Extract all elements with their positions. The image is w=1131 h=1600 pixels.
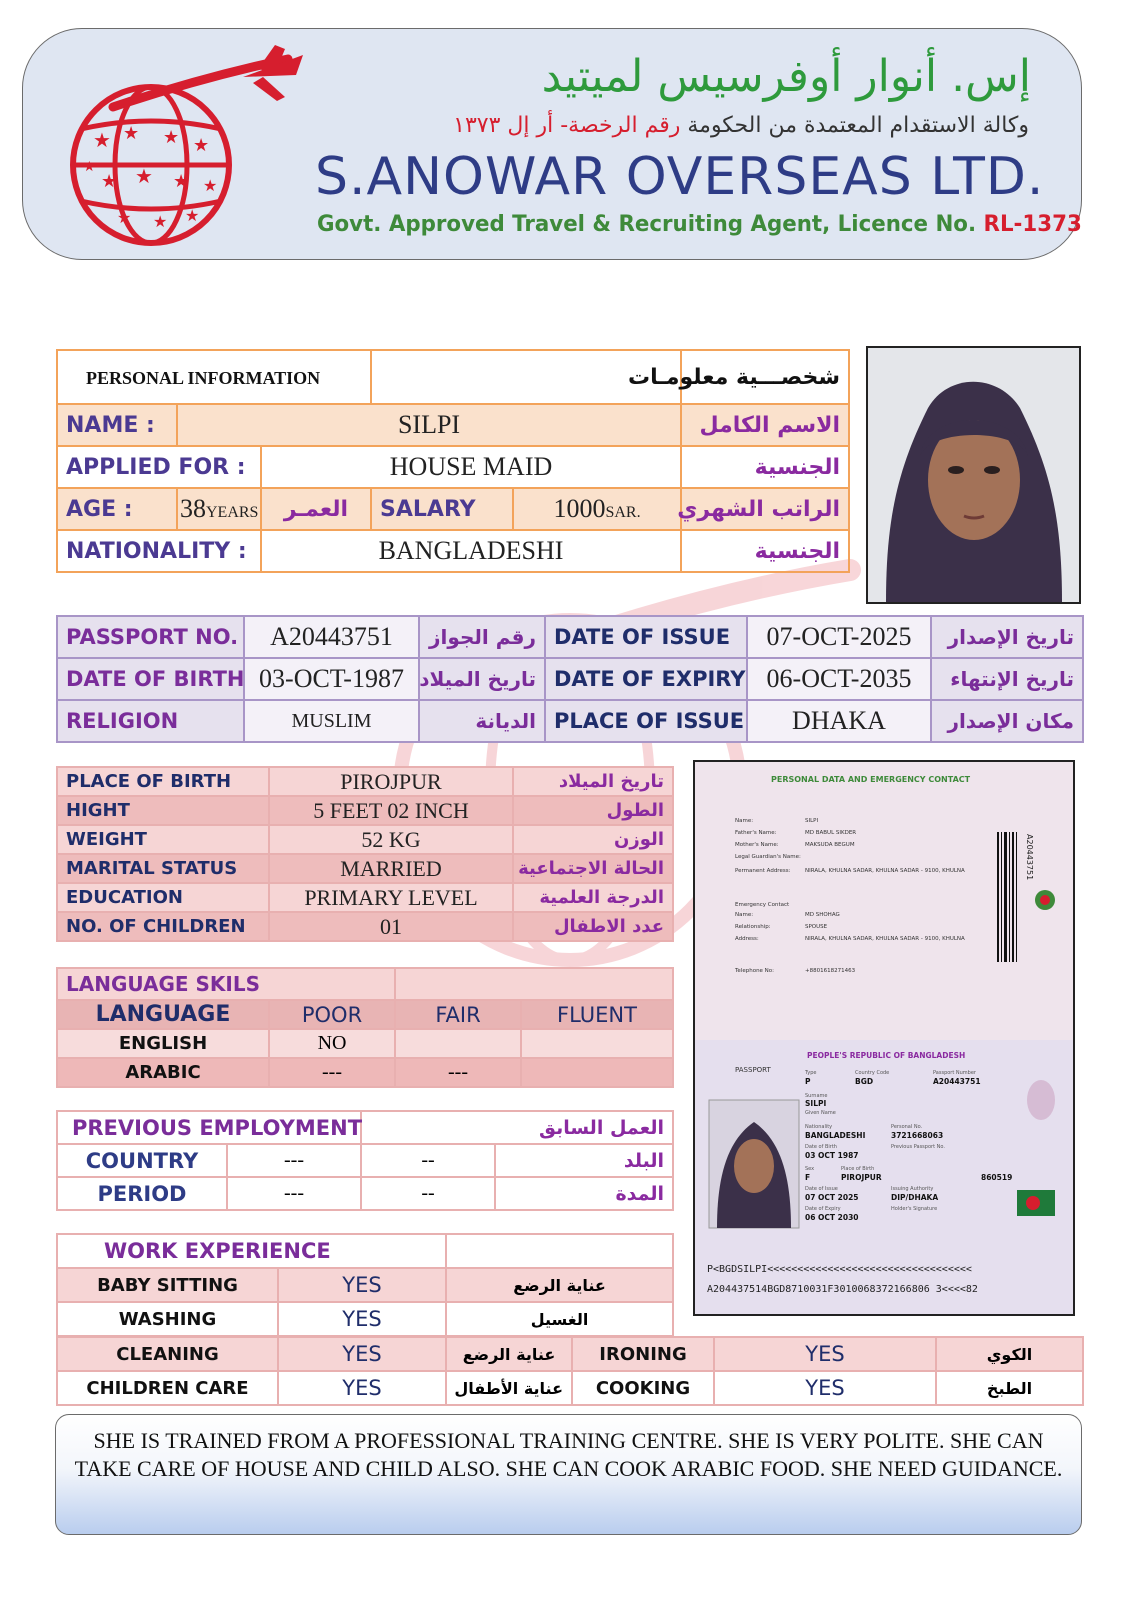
scan-sex-label: Sex: [805, 1166, 815, 1172]
mrz-line-1: P<BGDSILPI<<<<<<<<<<<<<<<<<<<<<<<<<<<<<<<<<<: [707, 1264, 972, 1275]
cooking-label-arabic: الطبخ: [936, 1371, 1083, 1405]
cooking-label: COOKING: [572, 1371, 714, 1405]
applicant-photo: [866, 346, 1081, 604]
mrz-line-2: A204437514BGD8710031F3010068372166806 3<<<<82: [707, 1284, 978, 1295]
place-of-issue-value: DHAKA: [747, 700, 931, 742]
physical-value: PRIMARY LEVEL: [269, 883, 513, 912]
name-label: NAME :: [57, 404, 177, 446]
scan-name-label: Name:: [735, 818, 754, 824]
scan-date-issue: 07 OCT 2025: [805, 1193, 859, 1202]
scan-date-expiry: 06 OCT 2030: [805, 1213, 859, 1222]
previous-employment-table: [56, 1110, 674, 1211]
language-title-empty: [395, 968, 673, 1000]
salary-label: SALARY: [371, 488, 513, 530]
company-name-english: S.ANOWAR OVERSEAS LTD.: [315, 147, 1045, 207]
age-label: AGE :: [57, 488, 177, 530]
dob-value: 03-OCT-1987: [244, 658, 419, 700]
country-label-arabic: البلد: [495, 1144, 673, 1177]
physical-value: MARRIED: [269, 854, 513, 883]
scan-country-code: BGD: [855, 1077, 874, 1086]
ironing-label-arabic: الكوي: [936, 1337, 1083, 1371]
applied-for-value: HOUSE MAID: [261, 446, 681, 488]
physical-label: HIGHT: [57, 796, 269, 825]
scan-nationality: BANGLADESHI: [805, 1131, 866, 1140]
company-header: [22, 28, 1082, 260]
physical-value: 01: [269, 912, 513, 941]
cleaning-value: YES: [278, 1337, 446, 1371]
baby-sitting-value: YES: [278, 1268, 446, 1302]
scan-prev-passport-label: Previous Passport No.: [891, 1144, 945, 1150]
period-label: PERIOD: [57, 1177, 227, 1210]
svg-text:★: ★: [83, 159, 96, 175]
svg-text:★: ★: [123, 123, 140, 144]
summary-box: [55, 1414, 1082, 1535]
religion-label-arabic: الديانة: [419, 700, 545, 742]
svg-text:★: ★: [93, 128, 111, 152]
svg-text:★: ★: [163, 127, 180, 148]
physical-label-arabic: تاريخ الميلاد: [513, 767, 673, 796]
company-name-arabic: إس. أنوار أوفرسيس لميتيد: [541, 51, 1031, 102]
tagline-english: Govt. Approved Travel & Recruiting Agent, Licence No.: [317, 212, 977, 237]
company-tagline-english: [317, 212, 1082, 237]
children-care-label: CHILDREN CARE: [57, 1371, 278, 1405]
language-skills-title: LANGUAGE SKILS: [57, 968, 395, 1000]
col-fair: FAIR: [395, 1000, 521, 1029]
ironing-value: YES: [714, 1337, 936, 1371]
licence-arabic: رقم الرخصة- أر إل ١٣٧٣: [453, 113, 681, 138]
previous-employment-title: PREVIOUS EMPLOYMENT: [57, 1111, 361, 1144]
work-experience-extra-table: [56, 1336, 1084, 1406]
barcode-number: A20443751: [1025, 834, 1034, 881]
physical-label-arabic: الوزن: [513, 825, 673, 854]
physical-row: [57, 854, 673, 883]
work-experience-title: WORK EXPERIENCE: [57, 1234, 446, 1268]
scan-address-label: Permanent Address:: [735, 868, 791, 874]
scan-date-issue-label: Date of Issue: [805, 1186, 838, 1192]
scan-signature-label: Holder's Signature: [891, 1206, 938, 1212]
scan-telephone: +8801618271463: [805, 968, 856, 974]
age-label-arabic: العمـر: [261, 488, 371, 530]
previous-employment-title-arabic: العمل السابق: [361, 1111, 673, 1144]
passport-scan: [693, 760, 1075, 1316]
children-care-label-arabic: عناية الأطفال: [446, 1371, 572, 1405]
scan-dob-label: Date of Birth: [805, 1144, 837, 1150]
scan-nationality-label: Nationality: [805, 1124, 833, 1130]
scan-father-label: Father's Name:: [735, 830, 777, 836]
scan-passport-word: PASSPORT: [735, 1066, 771, 1074]
col-poor: POOR: [269, 1000, 395, 1029]
passport-data-title: PERSONAL DATA AND EMERGENCY CONTACT: [771, 775, 971, 784]
scan-extra-number: 860519: [981, 1173, 1013, 1182]
dob-label: DATE OF BIRTH: [57, 658, 244, 700]
scan-country-code-label: Country Code: [855, 1070, 890, 1076]
date-of-expiry-label: DATE OF EXPIRY: [545, 658, 747, 700]
physical-row: [57, 883, 673, 912]
physical-row: [57, 796, 673, 825]
physical-value: PIROJPUR: [269, 767, 513, 796]
physical-label-arabic: الدرجة العلمية: [513, 883, 673, 912]
arabic-fluent: [521, 1058, 673, 1087]
scan-mother-label: Mother's Name:: [735, 842, 779, 848]
physical-row: [57, 767, 673, 796]
nationality-label: NATIONALITY :: [57, 530, 261, 572]
scan-emergency-name: MD SHOHAG: [805, 912, 840, 918]
svg-text:★: ★: [153, 212, 168, 231]
svg-text:★: ★: [135, 164, 153, 188]
svg-text:★: ★: [193, 135, 210, 156]
summary-text: SHE IS TRAINED FROM A PROFESSIONAL TRAINING CENTRE. SHE IS VERY POLITE. SHE CAN TAKE CARE OF HOUSE AND CHILD ALSO. SHE CAN COOK ARABIC FOOD. SHE NEED GUIDANCE.: [74, 1428, 1063, 1481]
place-of-issue-label-arabic: مكان الإصدار: [931, 700, 1083, 742]
personal-info-heading: PERSONAL INFORMATION: [57, 350, 371, 404]
physical-row: [57, 912, 673, 941]
date-of-issue-value: 07-OCT-2025: [747, 616, 931, 658]
svg-text:★: ★: [117, 208, 132, 227]
physical-row: [57, 825, 673, 854]
passport-no-value: A20443751: [244, 616, 419, 658]
date-of-issue-label-arabic: تاريخ الإصدار: [931, 616, 1083, 658]
scan-passport-no: A20443751: [933, 1077, 981, 1086]
place-of-issue-label: PLACE OF ISSUE: [545, 700, 747, 742]
globe-airplane-logo: [53, 47, 303, 247]
religion-value: MUSLIM: [244, 700, 419, 742]
scan-telephone-label: Telephone No:: [735, 968, 775, 974]
country-value-1: ---: [227, 1144, 361, 1177]
country-value-2: --: [361, 1144, 495, 1177]
country-label: COUNTRY: [57, 1144, 227, 1177]
physical-label: NO. OF CHILDREN: [57, 912, 269, 941]
cleaning-label: CLEANING: [57, 1337, 278, 1371]
passport-no-label-arabic: رقم الجواز: [419, 616, 545, 658]
scan-personal-no-label: Personal No.: [891, 1124, 923, 1130]
scan-surname: SILPI: [805, 1099, 827, 1108]
name-value: SILPI: [177, 404, 681, 446]
physical-value: 52 KG: [269, 825, 513, 854]
scan-guardian-label: Legal Guardian's Name:: [735, 854, 801, 860]
baby-sitting-label-arabic: عناية الرضع: [446, 1268, 673, 1302]
english-fair: [395, 1029, 521, 1058]
svg-text:★: ★: [173, 171, 190, 192]
washing-value: YES: [278, 1302, 446, 1336]
scan-given-name-label: Given Name: [805, 1110, 836, 1116]
scan-country-heading: PEOPLE'S REPUBLIC OF BANGLADESH: [807, 1051, 966, 1060]
scan-passport-no-label: Passport Number: [933, 1070, 976, 1076]
scan-dob: 03 OCT 1987: [805, 1151, 859, 1160]
physical-label: WEIGHT: [57, 825, 269, 854]
scan-emergency-name-label: Name:: [735, 912, 754, 918]
col-fluent: FLUENT: [521, 1000, 673, 1029]
language-english: ENGLISH: [57, 1029, 269, 1058]
scan-place-birth-label: Place of Birth: [841, 1166, 875, 1172]
washing-label: WASHING: [57, 1302, 278, 1336]
tagline-arabic-prefix: وكالة الاستقدام المعتمدة من الحكومة: [687, 113, 1029, 138]
dob-label-arabic: تاريخ الميلاد: [419, 658, 545, 700]
name-label-arabic: الاسم الكامل: [681, 404, 849, 446]
cooking-value: YES: [714, 1371, 936, 1405]
scan-name: SILPI: [805, 818, 819, 824]
scan-relationship: SPOUSE: [805, 924, 828, 930]
physical-value: 5 FEET 02 INCH: [269, 796, 513, 825]
licence-number: RL-1373: [983, 212, 1082, 237]
scan-issuing-authority-label: Issuing Authority: [891, 1186, 934, 1192]
scan-issuing-authority: DIP/DHAKA: [891, 1193, 939, 1202]
physical-details-table: [56, 766, 674, 942]
scan-mother: MAKSUDA BEGUM: [805, 842, 855, 848]
language-skills-table: [56, 967, 674, 1088]
applied-for-label: APPLIED FOR :: [57, 446, 261, 488]
svg-text:★: ★: [185, 206, 200, 225]
date-of-issue-label: DATE OF ISSUE: [545, 616, 747, 658]
period-value-1: ---: [227, 1177, 361, 1210]
svg-text:★: ★: [203, 176, 218, 195]
physical-label-arabic: الحالة الاجتماعية: [513, 854, 673, 883]
scan-personal-no: 3721668063: [891, 1131, 944, 1140]
arabic-fair: ---: [395, 1058, 521, 1087]
cleaning-label-arabic: عناية الرضع: [446, 1337, 572, 1371]
arabic-poor: ---: [269, 1058, 395, 1087]
age-value: 38YEARS: [177, 488, 261, 530]
svg-text:★: ★: [101, 171, 118, 192]
physical-label: MARITAL STATUS: [57, 854, 269, 883]
work-title-empty: [446, 1234, 673, 1268]
col-language: LANGUAGE: [57, 1000, 269, 1029]
passport-no-label: PASSPORT NO.: [57, 616, 244, 658]
scan-emergency-address: NIRALA, KHULNA SADAR, KHULNA SADAR - 9100, KHULNA: [805, 936, 965, 942]
washing-label-arabic: الغسيل: [446, 1302, 673, 1336]
date-of-expiry-label-arabic: تاريخ الإنتهاء: [931, 658, 1083, 700]
period-value-2: --: [361, 1177, 495, 1210]
scan-date-expiry-label: Date of Expiry: [805, 1206, 841, 1212]
passport-info-table: [56, 615, 1084, 743]
scan-emergency-label: Emergency Contact: [735, 902, 790, 908]
scan-address: NIRALA, KHULNA SADAR, KHULNA SADAR - 9100, KHULNA: [805, 868, 965, 874]
children-care-value: YES: [278, 1371, 446, 1405]
salary-value: 1000SAR.: [513, 488, 681, 530]
english-poor: NO: [269, 1029, 395, 1058]
scan-father: MD BABUL SIKDER: [805, 830, 857, 836]
physical-label-arabic: عدد الاطفال: [513, 912, 673, 941]
english-fluent: [521, 1029, 673, 1058]
period-label-arabic: المدة: [495, 1177, 673, 1210]
language-arabic: ARABIC: [57, 1058, 269, 1087]
religion-label: RELIGION: [57, 700, 244, 742]
nationality-label-arabic: الجنسية: [681, 530, 849, 572]
personal-info-table: [56, 349, 850, 573]
personal-info-heading-arabic: شخصـــية معلومـات: [681, 350, 849, 404]
date-of-expiry-value: 06-OCT-2035: [747, 658, 931, 700]
salary-label-arabic: الراتب الشهري: [681, 488, 849, 530]
company-tagline-arabic: [453, 113, 1029, 138]
physical-label: EDUCATION: [57, 883, 269, 912]
scan-type-label: Type: [805, 1070, 817, 1076]
nationality-value: BANGLADESHI: [261, 530, 681, 572]
baby-sitting-label: BABY SITTING: [57, 1268, 278, 1302]
physical-label: PLACE OF BIRTH: [57, 767, 269, 796]
scan-sex: F: [805, 1173, 811, 1182]
scan-emergency-address-label: Address:: [735, 936, 759, 942]
scan-type: P: [805, 1077, 811, 1086]
physical-label-arabic: الطول: [513, 796, 673, 825]
scan-surname-label: Surname: [805, 1093, 828, 1099]
scan-place-birth: PIROJPUR: [841, 1173, 882, 1182]
work-experience-table: [56, 1233, 674, 1337]
scan-relationship-label: Relationship:: [735, 924, 771, 930]
ironing-label: IRONING: [572, 1337, 714, 1371]
applied-for-label-arabic: الجنسية: [681, 446, 849, 488]
